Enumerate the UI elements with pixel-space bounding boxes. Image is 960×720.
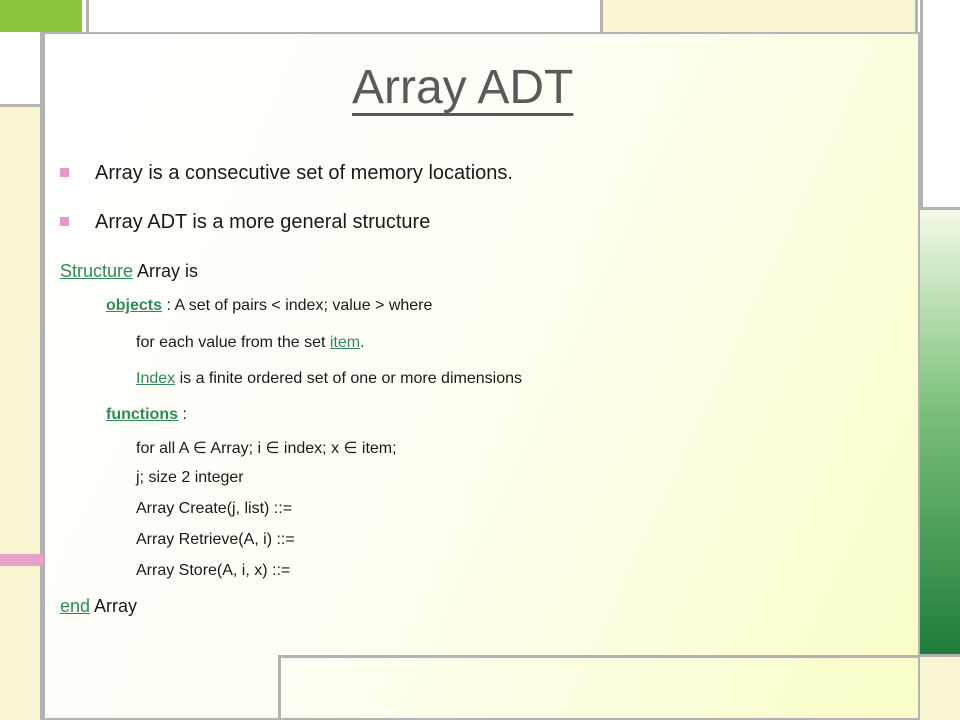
- end-text: Array: [90, 596, 138, 616]
- top-right-white-block: [920, 0, 960, 207]
- create-line: Array Create(j, list) ::=: [136, 500, 293, 517]
- right-green-block: [920, 207, 960, 654]
- left-bottom-block: [0, 566, 43, 720]
- foreach-line: [136, 334, 365, 352]
- item-link[interactable]: item: [329, 334, 361, 351]
- index-line: [136, 370, 522, 388]
- right-bottom-block: [920, 654, 960, 720]
- left-yellow-block: [0, 107, 43, 554]
- green-corner-block: [0, 0, 82, 32]
- end-link[interactable]: end: [60, 596, 91, 616]
- structure-link[interactable]: Structure: [60, 261, 134, 281]
- retrieve-line: Array Retrieve(A, i) ::=: [136, 531, 295, 548]
- left-white-block: [0, 32, 43, 107]
- left-pink-bar: [0, 554, 43, 566]
- objects-text: : A set of pairs < index; value > where: [162, 297, 433, 314]
- objects-link[interactable]: objects: [106, 297, 163, 314]
- jsize-line: j; size 2 integer: [136, 469, 244, 486]
- bullet-square-icon: [60, 217, 69, 226]
- bullet-square-icon: [60, 168, 69, 177]
- bullet-text: Array ADT is a more general structure: [95, 211, 431, 233]
- frame-line: [86, 0, 89, 32]
- index-link[interactable]: Index: [136, 370, 176, 387]
- structure-line: [60, 261, 198, 282]
- bottom-frame-box: [278, 655, 920, 720]
- functions-link[interactable]: functions: [106, 406, 178, 423]
- foreach-period: .: [360, 334, 365, 351]
- end-line: [60, 596, 137, 617]
- objects-line: [106, 297, 432, 315]
- forall-line: for all A ∈ Array; i ∈ index; x ∈ item;: [136, 440, 397, 457]
- store-line: Array Store(A, i, x) ::=: [136, 562, 291, 579]
- foreach-text: for each value from the set: [136, 334, 330, 351]
- bullet-text: Array is a consecutive set of memory locations.: [95, 162, 513, 184]
- index-text: is a finite ordered set of one or more dimensions: [175, 370, 522, 387]
- functions-text: :: [178, 406, 187, 423]
- functions-line: [106, 406, 187, 424]
- structure-text: Array is: [133, 261, 199, 281]
- slide-title: Array ADT: [352, 61, 574, 114]
